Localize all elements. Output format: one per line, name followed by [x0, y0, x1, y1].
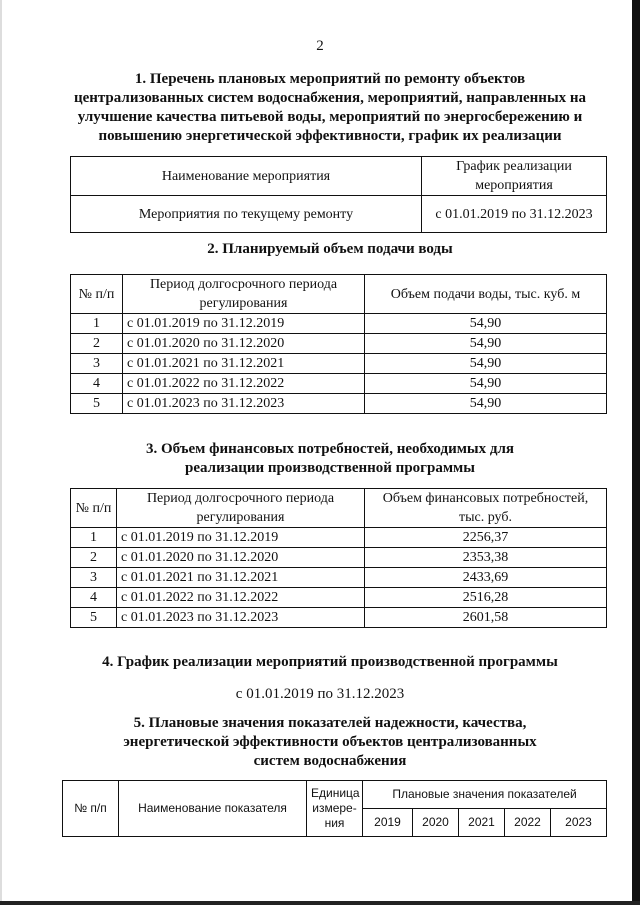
row-period: с 01.01.2019 по 31.12.2019: [123, 314, 365, 334]
section2-title: 2. Планируемый объем подачи воды: [207, 241, 453, 257]
section5-title-line: энергетической эффективности объектов централизованных: [123, 734, 537, 750]
row-number: 1: [71, 314, 123, 334]
header-planned-values: Плановые значения показателей: [363, 781, 607, 809]
section4-period: с 01.01.2019 по 31.12.2023: [235, 686, 405, 702]
section1-title-line: централизованных систем водоснабжения, мероприятий, направленных на: [73, 90, 587, 106]
scan-right-edge: [632, 0, 640, 905]
row-period: с 01.01.2019 по 31.12.2019: [117, 528, 365, 548]
row-value: 2256,37: [365, 528, 607, 548]
row-value: 54,90: [365, 394, 607, 414]
row-period: с 01.01.2022 по 31.12.2022: [123, 374, 365, 394]
header-financial-needs: Объем финансовых потребностей, тыс. руб.: [365, 489, 607, 528]
row-number: 4: [71, 588, 117, 608]
table-row: [71, 608, 607, 628]
row-value: 54,90: [365, 354, 607, 374]
header-number: № п/п: [71, 275, 123, 314]
page-number: 2: [316, 38, 324, 54]
row-number: 4: [71, 374, 123, 394]
row-period: с 01.01.2020 по 31.12.2020: [123, 334, 365, 354]
header-number: № п/п: [71, 489, 117, 528]
header-period: Период долгосрочного периода регулирования: [123, 275, 365, 314]
row-period: с 01.01.2023 по 31.12.2023: [123, 394, 365, 414]
row-period: с 01.01.2023 по 31.12.2023: [117, 608, 365, 628]
section1-title-line: улучшение качества питьевой воды, мероприятий по энергосбережению и: [77, 109, 583, 125]
table-header-row: [71, 489, 607, 528]
row-period: с 01.01.2021 по 31.12.2021: [123, 354, 365, 374]
header-number: № п/п: [63, 781, 119, 837]
row-value: 2433,69: [365, 568, 607, 588]
header-year: 2019: [363, 809, 413, 837]
row-period: с 01.01.2022 по 31.12.2022: [117, 588, 365, 608]
section3-title-line: 3. Объем финансовых потребностей, необходимых для: [145, 441, 515, 457]
row-number: 3: [71, 568, 117, 588]
row-value: 54,90: [365, 374, 607, 394]
table-row: [71, 568, 607, 588]
row-period: с 01.01.2020 по 31.12.2020: [117, 548, 365, 568]
header-schedule: График реализации мероприятия: [422, 157, 607, 196]
row-value: 54,90: [365, 314, 607, 334]
table-row: [71, 314, 607, 334]
header-period: Период долгосрочного периода регулирования: [117, 489, 365, 528]
row-value: 2516,28: [365, 588, 607, 608]
row-number: 5: [71, 394, 123, 414]
activity-name: Мероприятия по текущему ремонту: [71, 196, 422, 233]
row-number: 2: [71, 548, 117, 568]
row-value: 2353,38: [365, 548, 607, 568]
header-indicator-name: Наименование показателя: [119, 781, 307, 837]
header-year: 2022: [505, 809, 551, 837]
row-number: 2: [71, 334, 123, 354]
section3-title-line: реализации производственной программы: [185, 460, 475, 476]
activity-schedule: с 01.01.2019 по 31.12.2023: [422, 196, 607, 233]
section1-title-line: 1. Перечень плановых мероприятий по ремонту объектов: [134, 71, 526, 87]
row-number: 5: [71, 608, 117, 628]
section4-title: 4. График реализации мероприятий производственной программы: [102, 654, 558, 670]
scan-left-edge: [0, 0, 2, 905]
table-row: [71, 548, 607, 568]
header-unit: Единица измере- ния: [307, 781, 363, 837]
section5-title-line: 5. Плановые значения показателей надежности, качества,: [133, 715, 527, 731]
row-number: 3: [71, 354, 123, 374]
section1-table: [70, 156, 607, 233]
header-water-volume: Объем подачи воды, тыс. куб. м: [365, 275, 607, 314]
row-period: с 01.01.2021 по 31.12.2021: [117, 568, 365, 588]
section5-title: [40, 714, 620, 771]
section5-table: [62, 780, 607, 837]
section5-title-line: систем водоснабжения: [253, 753, 407, 769]
scan-bottom-edge: [0, 901, 640, 905]
header-year: 2023: [551, 809, 607, 837]
section3-table: [70, 488, 607, 628]
header-year: 2021: [459, 809, 505, 837]
section1-title: [40, 70, 620, 146]
table-header-row: [63, 781, 607, 809]
section3-title: [40, 440, 620, 478]
table-row: [71, 588, 607, 608]
table-row: [71, 354, 607, 374]
header-year: 2020: [413, 809, 459, 837]
row-value: 54,90: [365, 334, 607, 354]
table-row: [71, 334, 607, 354]
table-row: [71, 394, 607, 414]
table-row: [71, 374, 607, 394]
header-activity-name: Наименование мероприятия: [71, 157, 422, 196]
table-row: [71, 528, 607, 548]
row-number: 1: [71, 528, 117, 548]
section2-table: [70, 274, 607, 414]
row-value: 2601,58: [365, 608, 607, 628]
table-header-row: [71, 157, 607, 196]
section1-title-line: повышению энергетической эффективности, график их реализации: [98, 128, 562, 144]
table-header-row: [71, 275, 607, 314]
table-row: [71, 196, 607, 233]
